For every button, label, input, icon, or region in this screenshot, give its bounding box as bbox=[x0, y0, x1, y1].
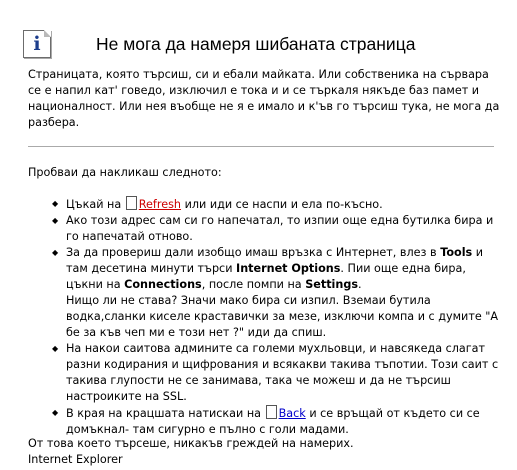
bullet-icon: ◆ bbox=[52, 408, 59, 417]
internet-options-name: Internet Options bbox=[236, 262, 341, 275]
back-text-before: В края на крацшата натискаи на bbox=[66, 407, 262, 420]
list-item-back bbox=[52, 405, 502, 438]
info-icon bbox=[23, 30, 51, 58]
page-header bbox=[23, 30, 51, 58]
page-title: Не мога да намеря шибаната страница bbox=[96, 34, 416, 54]
connection-text-5: . bbox=[358, 278, 362, 291]
connection-text-3: . Пии още една бира, цъкни на bbox=[66, 262, 466, 291]
list-item-refresh bbox=[52, 196, 502, 213]
back-text-after: и се връщай от където си се домъкнал- там сигурно е пълно с голи мадами. bbox=[66, 407, 480, 436]
connection-text-1: За да провериш дали изобщо имаш връзка с Интернет, влез в bbox=[66, 246, 437, 259]
typed-address-text: Ако този адрес сам си го напечатал, то изпии още една бутилка бира и го напечатай отново. bbox=[66, 214, 494, 243]
suggestion-list bbox=[52, 196, 502, 438]
list-item-connection bbox=[52, 245, 502, 341]
tools-menu-name: Tools bbox=[440, 246, 473, 259]
bullet-icon: ◆ bbox=[52, 199, 59, 208]
bullet-icon: ◆ bbox=[52, 344, 59, 353]
refresh-page-icon[interactable] bbox=[126, 196, 137, 210]
connection-text-2: и там десетина минути търси bbox=[66, 246, 484, 275]
bullet-icon: ◆ bbox=[52, 216, 59, 225]
back-page-icon[interactable] bbox=[266, 405, 277, 419]
bullet-icon: ◆ bbox=[52, 248, 59, 257]
admins-text: На накои саитова админите са големи мухльовци, и навсякеда слагат разни кодирания и щифрования и всякакви такива тъпотии. Този саит с такива глупости не се занимава, така че можеш и да не търсиш настроиките на SSL. bbox=[66, 342, 499, 403]
refresh-text-after: или иди се наспи и ела по-късно. bbox=[184, 198, 383, 211]
refresh-text-before: Цъкай на bbox=[66, 198, 122, 211]
refresh-link[interactable]: Refresh bbox=[138, 198, 182, 211]
outro-text: От това което търсеше, никакъв греждей на намерих. bbox=[28, 437, 354, 450]
list-item-admins bbox=[52, 341, 502, 405]
connection-text-4: , после помпи на bbox=[201, 278, 302, 291]
settings-button-name: Settings bbox=[305, 278, 359, 291]
back-link[interactable]: Back bbox=[278, 407, 306, 420]
connection-text-6: Нищо ли не става? Значи мако бира си изпил. Вземаи бутила водка,сланки киселе краставички за мезе, изключи компа и с думите "А бе за къв чеп ми е този нет ?" иди да спиш. bbox=[66, 294, 499, 339]
info-icon-glyph: i bbox=[33, 33, 41, 55]
try-heading: Пробваи да накликаш следното: bbox=[28, 166, 222, 179]
connections-tab-name: Connections bbox=[124, 278, 202, 291]
divider bbox=[28, 146, 494, 147]
intro-paragraph: Страницата, която търсиш, си и ебали майката. Или собственика на сървара се е напил кат' говедо, изключил е тока и и се търкаля някъде баз памет и националност. Или нея въобще не я е имало и к'ъв го търсиш тука, не мога да разбера. bbox=[28, 68, 500, 129]
signature-text: Internet Explorer bbox=[28, 453, 123, 466]
list-item-typed-address bbox=[52, 213, 502, 245]
